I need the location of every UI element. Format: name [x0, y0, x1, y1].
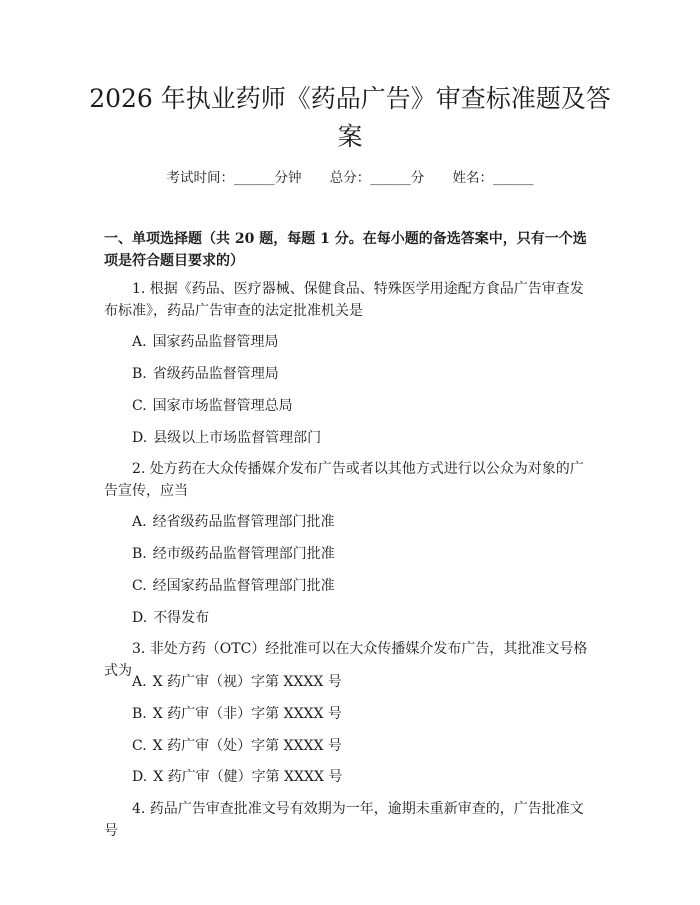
document-title: 2026 年执业药师《药品广告》审查标准题及答案	[89, 84, 611, 151]
question-1-option-d	[132, 427, 592, 449]
option-letter: D.	[132, 610, 148, 626]
option-letter: B.	[132, 706, 147, 722]
student-name-field: 姓名：______	[452, 170, 534, 186]
question-2-option-c	[132, 575, 592, 597]
question-2: 2. 处方药在大众传播媒介发布广告或者以其他方式进行以公众为对象的广告宣传，应当	[104, 461, 584, 499]
option-text: 国家药品监督管理局	[152, 334, 279, 350]
question-1-option-c	[132, 395, 592, 417]
option-text: 经国家药品监督管理部门批准	[152, 578, 335, 594]
exam-info	[0, 168, 700, 188]
option-letter: C.	[132, 398, 147, 414]
option-letter: C.	[132, 578, 147, 594]
question-1: 1. 根据《药品、医疗器械、保健食品、特殊医学用途配方食品广告审查发布标准》，药品广告审查的法定批准机关是	[104, 281, 584, 319]
option-text: 省级药品监督管理局	[152, 366, 279, 382]
option-letter: A.	[132, 674, 147, 690]
question-1-option-b	[132, 363, 592, 385]
exam-time-field: 考试时间：______分钟	[166, 170, 302, 186]
question-3: 3. 非处方药（OTC）经批准可以在大众传播媒介发布广告，其批准文号格式为	[104, 641, 588, 679]
total-score-field: 总分：______分	[329, 170, 425, 186]
question-3-option-a	[132, 671, 592, 693]
option-letter: A.	[132, 514, 147, 530]
option-text: X 药广审（视）字第 XXXX 号	[152, 674, 342, 690]
option-text: 国家市场监督管理总局	[152, 398, 293, 414]
option-text: 县级以上市场监督管理部门	[153, 430, 322, 446]
option-letter: D.	[132, 769, 148, 785]
question-1-option-a	[132, 331, 592, 353]
option-text: X 药广审（处）字第 XXXX 号	[152, 738, 342, 754]
option-letter: D.	[132, 430, 148, 446]
option-text: 经省级药品监督管理部门批准	[152, 514, 335, 530]
section-heading: 一、单项选择题（共 20 题，每题 1 分。在每小题的备选答案中，只有一个选项是符合题目要求的）	[104, 231, 587, 269]
question-3-option-d	[132, 766, 592, 788]
option-text: X 药广审（健）字第 XXXX 号	[153, 769, 343, 785]
question-2-option-d	[132, 607, 592, 629]
option-letter: A.	[132, 334, 147, 350]
question-4: 4. 药品广告审查批准文号有效期为一年，逾期未重新审查的，广告批准文号	[104, 801, 584, 839]
option-text: X 药广审（非）字第 XXXX 号	[152, 706, 342, 722]
option-letter: C.	[132, 738, 147, 754]
option-letter: B.	[132, 546, 147, 562]
option-text: 不得发布	[153, 610, 210, 626]
question-2-option-b	[132, 543, 592, 565]
option-text: 经市级药品监督管理部门批准	[152, 546, 335, 562]
option-letter: B.	[132, 366, 147, 382]
question-3-option-c	[132, 735, 592, 757]
question-2-option-a	[132, 511, 592, 533]
question-3-option-b	[132, 703, 592, 725]
